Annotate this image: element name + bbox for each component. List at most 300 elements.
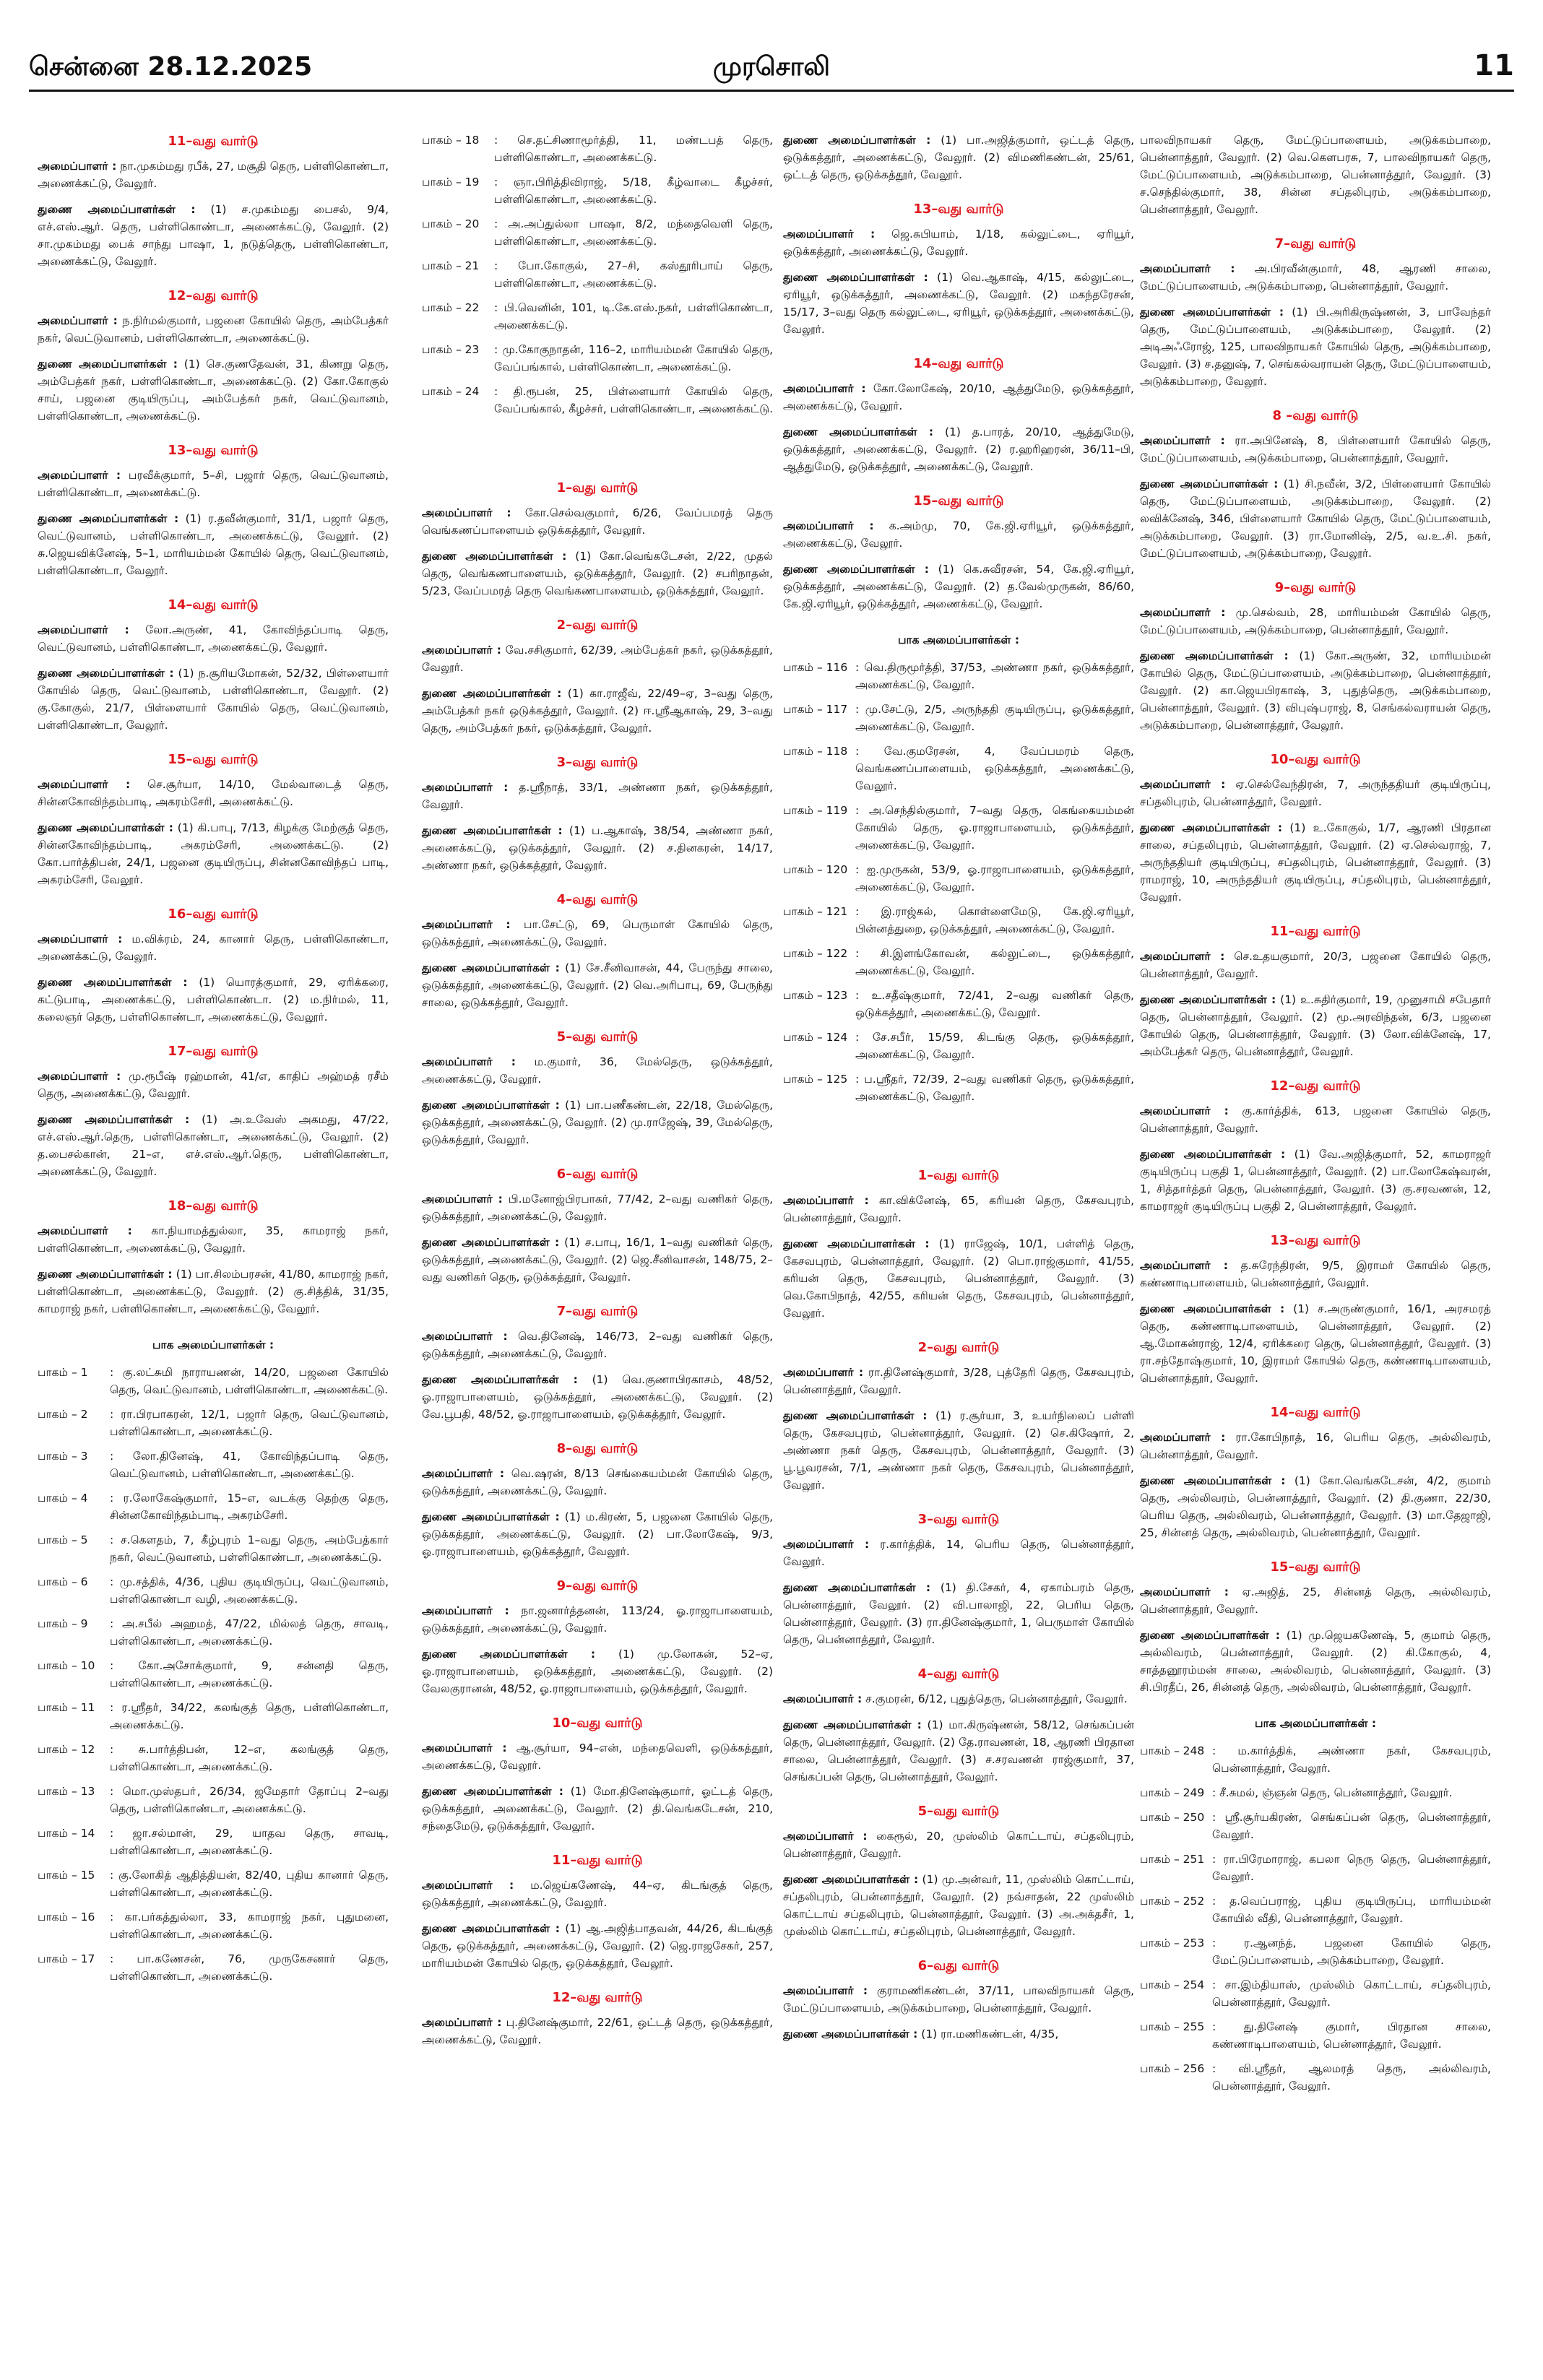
booth-details: : மு.சத்திக், 4/36, புதிய குடியிருப்பு, வெட்டுவானம், பள்ளிகொண்டா வழி, அணைக்கட்டு. <box>110 1575 389 1606</box>
booth-row <box>783 903 1134 938</box>
booth-details: : மொ.முஸ்தபா், 26/34, ஜமேதார் தோப்பு 2–வது தெரு, பள்ளிகொண்டா, அணைக்கட்டு. <box>110 1785 389 1816</box>
entry-label: அமைப்பாளர் : <box>38 777 131 791</box>
entry-paragraph <box>783 1407 1134 1494</box>
entry-text: (1) யொரத்குமார், 29, ஏரிக்கரை, கட்டுபாடி, அணைக்கட்டு, பள்ளிகொண்டா. (2) ம.நிர்மல், 11, கலைஞர் தெரு, பள்ளிகொண்டா, அணைக்கட்டு, வேலூர். <box>38 975 389 1024</box>
entry-label: துணை அமைப்பாளர்கள் : <box>783 1237 930 1251</box>
ward-heading: 5–வது வார்டு <box>917 1804 1000 1819</box>
entry-text: (1) உ.கோகுல், 1/7, ஆரணி பிரதான சாலை, சப்தலிபுரம், பென்னாத்தூர், வேலூர். (2) ஏ.செல்வராஜ், 7, அருந்ததியர் குடியிருப்பு, சப்தலிபுரம், பென்னாத்தூர், வேலூர். (3) ராமராஜ், 10, அருந்ததியர் குடியிருப்பு, சப்தலிபுரம், பென்னாத்தூர், வேலூர். <box>1140 821 1491 904</box>
issue-date: சென்னை 28.12.2025 <box>29 52 313 82</box>
booth-row <box>783 1070 1134 1105</box>
entry-text: லோ.அருண், 41, கோவிந்தப்பாடி தெரு, வெட்டுவானம், பள்ளிகொண்டா, அணைக்கட்டு, வேலூர். <box>38 623 389 654</box>
entry-paragraph <box>1140 1257 1491 1291</box>
booth-row <box>38 1908 389 1943</box>
entry-text: கைரூல், 20, முஸ்லிம் கொட்டாய், சப்தலிபுரம், பென்னாத்தூர், வேலூர். <box>783 1830 1134 1861</box>
entry-text: (1) மு.அன்வர், 11, முஸ்லிம் கொட்டாய், சப்தலிபுரம், பென்னாத்தூர், வேலூர். (2) நவ்சாதன், 22 முஸ்லிம் கொட்டாய் சப்தலிபுரம், பென்னாத்தூர், வேலூர். (3) அ.அக்தசீர், 1, முஸ்லிம் கொட்டாய், சப்தலிபுரம், பென்னாத்தூர், வேலூர். <box>783 1873 1135 1939</box>
entry-text: நா.ஜனார்த்தனன், 113/24, ஓ.ராஜாபாளையம், ஒடுக்கத்தூர், அணைக்கட்டு, வேலூர். <box>422 1604 773 1635</box>
entry-paragraph <box>1140 991 1491 1060</box>
entry-label: துணை அமைப்பாளர்கள் : <box>422 1510 560 1523</box>
entry-text: (1) ச.முகம்மது பைசல், 9/4, எச்.எஸ்.ஆர். தெரு, பள்ளிகொண்டா, அணைக்கட்டு, வேலூர். (2) சா.முகம்மது பைக் சாந்து பாஷா, 1, நடுத்தெரு, பள்ளிகொண்டா, அணைக்கட்டு, வேலூர். <box>38 202 389 268</box>
booth-row <box>783 659 1134 693</box>
ward-heading: 2–வது வார்டு <box>917 1340 1000 1356</box>
booth-row <box>38 1699 389 1734</box>
booth-row <box>38 1866 389 1901</box>
entry-paragraph <box>1140 1102 1491 1137</box>
ward-heading: 11–வது வார்டு <box>168 134 259 149</box>
booth-details: : மு.சேட்டு, 2/5, அருந்ததி குடியிருப்பு, ஒடுக்கத்தூர், அணைக்கட்டு, வேலூர். <box>855 703 1134 734</box>
booth-details: : கா.பர்கத்துல்லா, 33, காமராஜ் நகர், புதுமனை, பள்ளிகொண்டா, அணைக்கட்டு. <box>110 1911 389 1942</box>
entry-text: ஏ.செல்வேந்திரன், 7, அருந்ததியர் குடியிருப்பு, சப்தலிபுரம், பென்னாத்தூர், வேலூர். <box>1140 777 1491 808</box>
booth-row <box>1140 2018 1491 2053</box>
entry-label: அமைப்பாளர் : <box>783 1194 869 1208</box>
entry-paragraph <box>38 467 389 501</box>
ward-heading: 12–வது வார்டு <box>1270 1078 1361 1094</box>
entry-text: (1) பா.சிலம்பரசன், 41/80, காமராஜ் நகர், பள்ளிகொண்டா, அணைக்கட்டு, வேலூர். (2) கு.சித்திக், 31/35, காமராஜ் நகர், பள்ளிகொண்டா, அணைக்கட்டு, வேலூர். <box>38 1267 389 1315</box>
entry-text: செ.சூர்யா, 14/10, மேல்வாடைத் தெரு, சின்னகோவிந்தம்பாடி, அகரம்சேரி, அணைக்கட்டு. <box>38 777 389 808</box>
entry-label: அமைப்பாளர் : <box>783 227 876 241</box>
entry-label: துணை அமைப்பாளர்கள் : <box>422 961 560 975</box>
entry-paragraph <box>783 1716 1134 1786</box>
ward-heading: 3–வது வார்டு <box>917 1512 1000 1528</box>
entry-paragraph <box>38 510 389 579</box>
entry-label: துணை அமைப்பாளர்கள் : <box>1140 821 1283 834</box>
entry-text: (1) சி.நவீன், 3/2, பிள்ளையார் கோயில் தெரு, மேட்டுப்பாளையம், அடுக்கம்பாறை, வேலூர். (2) லவிக்னேஷ், 346, பிள்ளையார் கோயில் தெரு, மேட்டுப்பாளையம், அடுக்கம்பாறை, வேலூர். (3) ரா.மோனிஷ், 2/5, வ.உ.சி. நகர், மேட்டுப்பாளையம், அடுக்கம்பாறை, வேலூர். <box>1140 477 1491 561</box>
entry-paragraph <box>783 423 1134 475</box>
booth-number: பாகம் – 125 <box>783 1073 848 1086</box>
booth-details: : ப.ஸ்ரீதர், 72/39, 2–வது வணிகர் தெரு, ஒடுக்கத்தூர், அணைக்கட்டு, வேலூர். <box>855 1073 1134 1104</box>
booth-number: பாகம் – 16 <box>38 1911 95 1924</box>
booth-number: பாகம் – 117 <box>783 703 848 717</box>
ward-heading: 10–வது வார்டு <box>552 1715 643 1731</box>
ward-heading: 8 –வது வார்டு <box>1272 408 1359 424</box>
entry-paragraph <box>422 1602 773 1637</box>
booth-number: பாகம் – 19 <box>422 176 480 189</box>
ward-heading: 17–வது வார்டு <box>168 1043 259 1059</box>
booth-details: : ர.ஆனந்த், பஜனை கோயில் தெரு, மேட்டுப்பாளையம், அடுக்கம்பாறை, வேலூர். <box>1212 1937 1491 1968</box>
booth-details: : வே.குமரேசன், 4, வேப்பமரம் தெரு, வெங்கணப்பாளையம், ஒடுக்கத்தூர், அணைக்கட்டு, வேலூர். <box>855 745 1134 793</box>
booth-details: : ஐ.முருகன், 53/9, ஓ.ராஜாபாளையம், ஒடுக்கத்தூர், அணைக்கட்டு, வேலூர். <box>855 863 1134 894</box>
entry-paragraph <box>422 1190 773 1225</box>
booth-details: : வெ.திருமூர்த்தி, 37/53, அண்ணா நகர், ஒடுக்கத்தூர், அணைக்கட்டு, வேலூர். <box>855 660 1134 691</box>
ward-heading: 3–வது வார்டு <box>556 755 639 771</box>
entry-label: துணை அமைப்பாளர்கள் : <box>422 1235 560 1249</box>
ward-heading: 1–வது வார்டு <box>917 1168 1000 1184</box>
booth-number: பாகம் – 17 <box>38 1952 95 1966</box>
entry-paragraph <box>1140 131 1491 218</box>
booth-number: பாகம் – 118 <box>783 745 848 758</box>
entry-label: துணை அமைப்பாளர்கள் : <box>422 1372 578 1386</box>
booth-number: பாகம் – 5 <box>38 1533 88 1546</box>
booth-row <box>422 257 773 292</box>
ward-heading: 14–வது வார்டு <box>1270 1405 1361 1421</box>
entry-label: துணை அமைப்பாளர்கள் : <box>783 425 934 438</box>
entry-text: (1) கெ.சுவீரசன், 54, கே.ஜி.ஏரியூர், ஒடுக்கத்தூர், அணைக்கட்டு, வேலூர். (2) த.வேல்முருகன், 86/60, கே.ஜி.ஏரியூர், ஒடுக்கத்தூர், அணைக்கட்டு, வேலூர். <box>783 562 1135 610</box>
booth-row <box>38 1448 389 1482</box>
entry-label: அமைப்பாளர் : <box>422 1055 516 1068</box>
ward-heading: 9–வது வார்டு <box>556 1578 639 1593</box>
ward-heading: 15–வது வார்டு <box>913 493 1004 509</box>
ward-heading: 11–வது வார்டு <box>1270 924 1361 940</box>
booth-details: : சி.இளங்கோவன், கல்லுட்டை, ஒடுக்கத்தூர், அணைக்கட்டு, வேலூர். <box>855 947 1134 978</box>
entry-text: கோ.லோகேஷ், 20/10, ஆத்துமேடு, ஒடுக்கத்தூர், அணைக்கட்டு, வேலூர். <box>783 381 1134 412</box>
entry-label: அமைப்பாளர் : <box>422 781 509 795</box>
entry-text: ரா.கோபிநாத், 16, பெரிய தெரு, அல்லிவரம், பென்னாத்தூர், வேலூர். <box>1140 1430 1492 1461</box>
entry-label: துணை அமைப்பாளர்கள் : <box>422 550 567 563</box>
booth-row <box>783 861 1134 896</box>
booth-row <box>1140 2060 1491 2095</box>
entry-paragraph <box>783 1690 1134 1708</box>
entry-text: (1) கி.பாபு, 7/13, கிழக்கு மேற்குத் தெரு, சின்னகோவிந்தம்பாடி, அகரம்சேரி, அணைக்கட்டு. (2) கோ.பார்த்திபன், 24/1, பஜனை குடியிருப்பு, சின்னகோவிந்தப் பாடி, அகரம்சேரி, வேலூர். <box>38 821 389 886</box>
section-spacer <box>783 1112 1134 1150</box>
booth-details: : ஞா.பிரித்திவிராஜ், 5/18, கீழ்வாடை கீழச்சர், பள்ளிகொண்டா, அணைக்கட்டு. <box>494 176 773 207</box>
booth-details: : ம.கார்த்திக், அண்ணா நகர், கேசவபுரம், பென்னாத்தூர், வேலூர். <box>1212 1744 1491 1775</box>
entry-paragraph <box>38 157 389 192</box>
entry-label: துணை அமைப்பாளர்கள் : <box>783 134 931 147</box>
entry-paragraph <box>38 1222 389 1257</box>
ward-heading: 5–வது வார்டு <box>556 1029 639 1045</box>
entry-label: துணை அமைப்பாளர்கள் : <box>422 1921 560 1935</box>
entry-paragraph <box>783 561 1134 613</box>
page-number: 11 <box>1474 49 1514 82</box>
ward-heading: 13–வது வார்டு <box>168 442 259 458</box>
booth-number: பாகம் – 252 <box>1140 1895 1205 1908</box>
booth-row <box>783 945 1134 979</box>
entry-paragraph <box>422 641 773 676</box>
entry-text: (1) பா.பணீகண்டன், 22/18, மேல்தெரு, ஒடுக்கத்தூர், அணைக்கட்டு, வேலூர். (2) மு.ராஜேஷ், 39, மேல்தெரு, ஒடுக்கத்தூர், வேலூர். <box>422 1099 774 1147</box>
entry-paragraph <box>783 1827 1134 1862</box>
entry-paragraph <box>38 930 389 965</box>
entry-paragraph <box>38 776 389 810</box>
booth-number: பாகம் – 21 <box>422 259 480 273</box>
entry-text: (1) கா.ராஜீவ், 22/49–ஏ, 3–வது தெரு, அம்பேத்கர் நகர் ஒடுக்கத்தூர், வேலூர். (2) ஈ.ஸ்ரீஆகாஷ், 29, 3–வது தெரு, அம்பேத்கர் நகர், ஒடுக்கத்தூர், வேலூர். <box>422 687 773 735</box>
entry-text: கு.கார்த்திக், 613, பஜனை கோயில் தெரு, பென்னாத்தூர், வேலூர். <box>1140 1104 1491 1135</box>
booth-details: : ர.லோகேஷ்குமார், 15–எ, வடக்கு தெற்கு தெரு, சின்னகோவிந்தம்பாடி, அகரம்சேரி. <box>110 1491 389 1522</box>
entry-paragraph <box>783 131 1134 183</box>
entry-paragraph <box>783 1364 1134 1398</box>
entry-paragraph <box>422 1465 773 1500</box>
entry-paragraph <box>422 1645 773 1697</box>
ward-heading: 7–வது வார்டு <box>1274 236 1357 252</box>
entry-paragraph <box>783 1871 1134 1940</box>
entry-label: துணை அமைப்பாளர்கள் : <box>783 270 928 284</box>
entry-text: கா.விக்னேஷ், 65, கரியன் தெரு, கேசவபுரம், பென்னாத்தூர், வேலூர். <box>783 1194 1135 1225</box>
entry-text: (1) அ.உவேஸ் அகமது, 47/22, எச்.எஸ்.ஆர்.தெரு, பள்ளிகொண்டா, அணைக்கட்டு, வேலூர். (2) த.பைசல்கான், 21–எ, எச்.எஸ்.ஆர்.தெரு, பள்ளிகொண்டா, அணைக்கட்டு, வேலூர். <box>38 1112 389 1178</box>
booth-row <box>783 701 1134 735</box>
entry-paragraph <box>38 312 389 347</box>
booth-number: பாகம் – 15 <box>38 1869 95 1882</box>
entry-paragraph <box>1140 303 1491 390</box>
entry-label: துணை அமைப்பாளர்கள் : <box>422 824 563 838</box>
entry-paragraph <box>38 1068 389 1102</box>
entry-label: அமைப்பாளர் : <box>783 1830 868 1843</box>
booth-row <box>783 743 1134 795</box>
entry-label: துணை அமைப்பாளர்கள் : <box>783 2028 918 2041</box>
entry-paragraph <box>1140 1146 1491 1215</box>
entry-paragraph <box>422 1328 773 1362</box>
booth-row <box>422 341 773 376</box>
entry-label: அமைப்பாளர் : <box>422 2015 502 2029</box>
entry-label: அமைப்பாளர் : <box>422 1329 508 1343</box>
entry-paragraph <box>422 1234 773 1286</box>
booth-details: : போ.கோகுல், 27–சி, கஸ்தூரிபாய் தெரு, பள்ளிகொண்டா, அணைக்கட்டு. <box>494 259 773 290</box>
ward-heading: 12–வது வார்டு <box>168 287 259 303</box>
entry-text: (1) பி.அரிகிருஷ்ணன், 3, பாவேந்தர் தெரு, மேட்டுப்பாளையம், அடுக்கம்பாறை, வேலூர். (2) அடிஅஃரோஜ், 125, பாலவிநாயகர் கோயில் தெரு, அடுக்கம்பாறை, வேலூர். (3) ச.தனுஷ், 7, செங்கல்வராயன் தெரு, மேட்டுப்பாளையம், அடுக்கம்பாறை, வேலூர். <box>1140 306 1491 389</box>
entry-label: துணை அமைப்பாளர்கள் : <box>38 975 188 989</box>
booth-row <box>38 1531 389 1566</box>
entry-paragraph <box>783 225 1134 260</box>
entry-label: அமைப்பாளர் : <box>38 1069 121 1083</box>
ward-heading: 2–வது வார்டு <box>556 618 639 633</box>
booth-row <box>38 1783 389 1817</box>
entry-text: வெ.ஷரன், 8/13 செங்கையம்மன் கோயில் தெரு, ஒடுக்கத்தூர், அணைக்கட்டு, வேலூர். <box>422 1466 773 1497</box>
booth-number: பாகம் – 255 <box>1140 2020 1205 2034</box>
entry-paragraph <box>38 819 389 888</box>
entry-text: (1) வெ.ஆகாஷ், 4/15, கல்லுட்டை, ஏரியூர், ஒடுக்கத்தூர், அணைக்கட்டு, வேலூர். (2) மகந்தரேசன், 15/17, 3–வது தெரு கல்லுட்டை, ஏரியூர், ஒடுக்கத்தூர், அணைக்கட்டு, வேலூர். <box>783 270 1134 337</box>
entry-text: ர.கார்த்திக், 14, பெரிய தெரு, பென்னாத்தூர், வேலூர். <box>783 1538 1134 1569</box>
section-heading: பாக அமைப்பாளர்கள் : <box>152 1338 275 1351</box>
entry-paragraph <box>422 959 773 1011</box>
ward-heading: 10–வது வார்டு <box>1270 752 1361 768</box>
entry-paragraph <box>422 1739 773 1774</box>
entry-paragraph <box>38 621 389 656</box>
booth-row <box>38 1657 389 1692</box>
booth-details: : கோ.அசோக்குமார், 9, சன்னதி தெரு, பள்ளிகொண்டா, அணைக்கட்டு. <box>110 1659 389 1690</box>
entry-text: (1) ஆ.அஜித்பாதவன், 44/26, கிடங்குத் தெரு, ஒடுக்கத்தூர், அணைக்கட்டு, வேலூர். (2) ஜெ.ராஜசேகர், 257, மாரியம்மன் கோயில் தெரு, ஒடுக்கத்தூர், வேலூர். <box>422 1921 773 1970</box>
entry-text: பாலவிநாயகர் தெரு, மேட்டுப்பாளையம், அடுக்கம்பாறை, பென்னாத்தூர், வேலூர். (2) வெ.கௌபரசு, 7, பாலவிநாயகர் தெரு, மேட்டுப்பாளையம், அடுக்கம்பாறை, பென்னாத்தூர், வேலூர். (3) ச.செந்தில்குமார், 38, சின்ன சப்தலிபுரம், அடுக்கம்பாறை, பென்னாத்தூர், வேலூர். <box>1140 134 1491 217</box>
entry-label: அமைப்பாளர் : <box>422 918 511 932</box>
entry-label: அமைப்பாளர் : <box>783 1692 863 1706</box>
booth-row <box>422 131 773 166</box>
entry-text: குராமணிகண்டன், 37/11, பாலவிநாயகர் தெரு, மேட்டுப்பாளையம், அடுக்கம்பாறை, பென்னாத்தூர், வேலூர். <box>783 1984 1134 2015</box>
booth-row <box>783 802 1134 854</box>
entry-label: துணை அமைப்பாளர்கள் : <box>422 1099 560 1112</box>
entry-text: (1) ராஜேஷ், 10/1, பள்ளித் தெரு, கேசவபுரம், பென்னாத்தூர், வேலூர். (2) பொ.ராஜ்குமார், 41/55, கரியன் தெரு, கேசவபுரம், பென்னாத்தூர், வேலூர். (3) வெ.கோபிநாத், 42/55, கரியன் தெரு, கேசவபுரம், பென்னாத்தூர், வேலூர். <box>783 1237 1134 1320</box>
entry-text: (1) ச.பாபு, 16/1, 1–வது வணிகர் தெரு, ஒடுக்கத்தூர், அணைக்கட்டு, வேலூர். (2) ஜெ.சீனிவாசன், 148/75, 2–வது வணிகர் தெரு, ஒடுக்கத்தூர், வேலூர். <box>422 1235 773 1284</box>
booth-details: : ர.ஸ்ரீதர், 34/22, கலங்குத் தெரு, பள்ளிகொண்டா, அணைக்கட்டு. <box>110 1701 389 1732</box>
header-rule <box>29 90 1514 92</box>
column-4 <box>1140 131 1491 2102</box>
entry-paragraph <box>1140 475 1491 562</box>
entry-label: துணை அமைப்பாளர்கள் : <box>38 511 179 525</box>
entry-text: வெ.தினேஷ், 146/73, 2–வது வணிகர் தெரு, ஒடுக்கத்தூர், அணைக்கட்டு, வேலூர். <box>422 1329 773 1360</box>
entry-text: (1) ர.தவீன்குமார், 31/1, பஜார் தெரு, வெட்டுவானம், பள்ளிகொண்டா, அணைக்கட்டு, வேலூர். (2) சு.ஜெயவிக்னேஷ், 5–1, மாரியம்மன் கோயில் தெரு, வெட்டுவானம், பள்ளிகொண்டா, வேலூர். <box>38 511 389 577</box>
entry-text: ம.ஜெய்கணேஷ், 44–ஏ, கிடங்குத் தெரு, ஒடுக்கத்தூர், அணைக்கட்டு, வேலூர். <box>422 1878 773 1909</box>
booth-number: பாகம் – 13 <box>38 1785 95 1799</box>
booth-number: பாகம் – 22 <box>422 301 480 315</box>
entry-text: (1) கோ.வெங்கடேசன், 2/22, முதல் தெரு, வெங்கணபாளையம், ஒடுக்கத்தூர், வேலூர். (2) சபரிநாதன், 5/23, வேப்பமரத் தெரு வெங்கணபாளையம், ஒடுக்கத்தூர், வேலூர். <box>422 550 773 598</box>
booth-details: : அ.சபீல் அஹமத், 47/22, மில்லத் தெரு, சாவடி, பள்ளிகொண்டா, அணைக்கட்டு. <box>110 1617 389 1648</box>
entry-label: அமைப்பாளர் : <box>1140 261 1235 275</box>
column-2 <box>422 131 773 2057</box>
entry-text: (1) ச.அருண்குமார், 16/1, அரசமரத் தெரு, கண்ணாடிபாளையம், பென்னாத்தூர், வேலூர். (2) ஆ.மோகன்ராஜ், 12/4, ஏரிக்கரை தெரு, பென்னாத்தூர், வேலூர். (3) ரா.சந்தோஷ்குமார், 10, இராமர் கோயில் தெரு, கண்ணாடிபாளையம், பென்னாத்தூர், வேலூர். <box>1140 1302 1491 1385</box>
section-heading: பாக அமைப்பாளர்கள் : <box>1254 1717 1377 1731</box>
entry-text: ரா.தினேஷ்குமார், 3/28, புத்தேரி தெரு, கேசவபுரம், பென்னாத்தூர், வேலூர். <box>783 1366 1134 1397</box>
booth-row <box>1140 1892 1491 1927</box>
entry-label: துணை அமைப்பாளர்கள் : <box>422 1647 596 1661</box>
ward-heading: 8–வது வார்டு <box>556 1441 639 1456</box>
entry-paragraph <box>783 1235 1134 1322</box>
entry-text: (1) ம.கிரண், 5, பஜனை கோயில் தெரு, ஒடுக்கத்தூர், அணைக்கட்டு, வேலூர். (2) பா.லோகேஷ், 9/3, ஓ.ராஜாபாளையம், ஒடுக்கத்தூர், வேலூர். <box>422 1510 773 1558</box>
entry-text: (1) மோ.தினேஷ்குமார், ஓட்டத் தெரு, ஒடுக்கத்தூர், அணைக்கட்டு, வேலூர். (2) தி.வெங்கடேசன், 210, சந்தைமேடு, ஒடுக்கத்தூர், வேலூர். <box>422 1784 773 1832</box>
booth-details: : கு.லோகித் ஆதித்தியன், 82/40, புதிய கானார் தெரு, பள்ளிகொண்டா, அணைக்கட்டு. <box>110 1869 389 1900</box>
entry-label: துணை அமைப்பாளர்கள் : <box>38 357 178 371</box>
entry-label: அமைப்பாளர் : <box>422 1466 505 1480</box>
newspaper-name: முரசொலி <box>713 52 830 82</box>
booth-details: : செ.தட்சிணாமூர்த்தி, 11, மண்டபத் தெரு, பள்ளிகொண்டா, அணைக்கட்டு. <box>494 134 773 165</box>
entry-label: துணை அமைப்பாளர்கள் : <box>1140 649 1289 662</box>
entry-text: செ.உதயகுமார், 20/3, பஜனை கோயில் தெரு, பென்னாத்தூர், வேலூர். <box>1140 949 1492 980</box>
booth-number: பாகம் – 248 <box>1140 1744 1205 1758</box>
entry-paragraph <box>422 1920 773 1972</box>
entry-text: (1) தி.சேகர், 4, ஏகாம்பரம் தெரு, பென்னாத்தூர், வேலூர். (2) வி.பாலாஜி, 22, பெரிய தெரு, பென்னாத்தூர், வேலூர். (3) ரா.தினேஷ்குமார், 1, பெருமாள் கோயில் தெரு, பென்னாத்தூர், வேலூர். <box>783 1581 1134 1647</box>
booth-row <box>1140 1742 1491 1777</box>
entry-label: அமைப்பாளர் : <box>422 1192 503 1206</box>
booth-row <box>422 215 773 250</box>
ward-heading: 14–வது வார்டு <box>168 597 259 613</box>
booth-details: : சா.இம்தியாஸ், முஸ்லிம் கொட்டாய், சப்தலிபுரம், பென்னாத்தூர், வேலூர். <box>1212 1978 1491 2009</box>
entry-text: பா.சேட்டு, 69, பெருமாள் கோயில் தெரு, ஒடுக்கத்தூர், அணைக்கட்டு, வேலூர். <box>422 918 774 949</box>
entry-text: க.அம்மு, 70, கே.ஜி.ஏரியூர், ஒடுக்கத்தூர், அணைக்கட்டு, வேலூர். <box>783 519 1134 550</box>
booth-number: பாகம் – 254 <box>1140 1978 1205 1992</box>
entry-label: துணை அமைப்பாளர்கள் : <box>422 1784 563 1798</box>
entry-text: அ.பிரவீன்குமார், 48, ஆரணி சாலை, மேட்டுப்பாளையம், அடுக்கம்பாறை, பென்னாத்தூர், வேலூர். <box>1140 261 1491 293</box>
entry-text: (1) வே.அஜித்குமார், 52, காமராஜர் குடியிருப்பு பகுதி 1, பென்னாத்தூர், வேலூர். (2) பா.லோகேஷ்வரன், 1, சித்தார்த்தர் தெரு, பென்னாத்தூர், வேலூர். (3) கு.சரவணன், 12, காமராஜர் குடியிருப்பு பகுதி 2, பென்னாத்தூர், வேலூர். <box>1140 1147 1492 1213</box>
masthead <box>0 0 1543 82</box>
booth-details: : பி.வெனின், 101, டி.கே.எஸ்.நகர், பள்ளிகொண்டா, அணைக்கட்டு. <box>494 301 773 332</box>
booth-row <box>38 1489 389 1524</box>
ward-heading: 4–வது வார்டு <box>917 1666 1000 1682</box>
entry-label: துணை அமைப்பாளர்கள் : <box>422 687 562 701</box>
entry-label: துணை அமைப்பாளர்கள் : <box>38 202 196 216</box>
section-spacer <box>422 425 773 462</box>
entry-label: அமைப்பாளர் : <box>38 932 123 945</box>
entry-label: அமைப்பாளர் : <box>422 644 501 657</box>
booth-details: : ச.கௌதம், 7, கீழ்புரம் 1–வது தெரு, அம்பேத்கார் நகர், வெட்டுவானம், பள்ளிகொண்டா, அணைக்கட்டு. <box>110 1533 389 1564</box>
booth-row <box>783 987 1134 1021</box>
booth-row <box>38 1741 389 1775</box>
booth-row <box>38 1364 389 1398</box>
entry-label: அமைப்பாளர் : <box>422 1741 507 1754</box>
entry-label: அமைப்பாளர் : <box>1140 1104 1229 1117</box>
booth-details: : சீ.சுமல், ஞ்ஞன் தெரு, பென்னாத்தூர், வேலூர். <box>1212 1786 1453 1800</box>
entry-text: ச.குமரன், 6/12, புதுத்தெரு, பென்னாத்தூர், வேலூர். <box>862 1692 1128 1706</box>
entry-text: பரவீக்குமார், 5–சி, பஜார் தெரு, வெட்டுவானம், பள்ளிகொண்டா, அணைக்கட்டு. <box>38 468 389 499</box>
entry-text: பி.மனோஜ்பிரபாகர், 77/42, 2–வது வணிகர் தெரு, ஒடுக்கத்தூர், அணைக்கட்டு, வேலூர். <box>422 1192 773 1223</box>
entry-label: அமைப்பாளர் : <box>783 1984 868 1998</box>
booth-row <box>422 299 773 334</box>
entry-label: அமைப்பாளர் : <box>1140 605 1226 619</box>
entry-label: அமைப்பாளர் : <box>1140 777 1226 791</box>
entry-text: (1) ந.சூரியமோகன், 52/32, பிள்ளையார் கோயில் தெரு, வெட்டுவானம், பள்ளிகொண்டா, வேலூர். (2) கு.கோகுல், 21/7, பிள்ளையார் கோயில் தெரு, வெட்டுவானம், பள்ளிகொண்டா, வேலூர். <box>38 666 389 732</box>
entry-paragraph <box>38 1111 389 1180</box>
entry-text: (1) மு.லோகன், 52–ஏ, ஓ.ராஜாபாளையம், ஒடுக்கத்தூர், அணைக்கட்டு, வேலூர். (2) வேலகுரானன், 48/52, ஓ.ராஜாபாளையம், ஒடுக்கத்தூர், வேலூர். <box>422 1647 774 1695</box>
booth-details: : பா.கணேசன், 76, முருகேசனார் தெரு, பள்ளிகொண்டா, அணைக்கட்டு. <box>110 1952 389 1983</box>
booth-number: பாகம் – 253 <box>1140 1937 1205 1950</box>
section-heading: பாக அமைப்பாளர்கள் : <box>897 633 1020 646</box>
booth-number: பாகம் – 1 <box>38 1365 88 1379</box>
entry-paragraph <box>422 822 773 874</box>
entry-text: ரா.அபினேஷ், 8, பிள்ளையார் கோயில் தெரு, மேட்டுப்பாளையம், அடுக்கம்பாறை, பென்னாத்தூர், வேலூர். <box>1140 433 1492 464</box>
booth-number: பாகம் – 9 <box>38 1617 88 1631</box>
booth-number: பாகம் – 10 <box>38 1659 95 1673</box>
ward-heading: 16–வது வார்டு <box>168 906 259 922</box>
entry-paragraph <box>1140 432 1491 467</box>
column-3 <box>783 131 1134 2051</box>
entry-text: (1) ர.சூர்யா, 3, உயர்நிலைப் பள்ளி தெரு, கேசவபுரம், பென்னாத்தூர், வேலூர். (2) செ.கிஷோர், 2, அண்ணா நகர் தெரு, கேசவபுரம், பென்னாத்தூர், வேலூர். (3) பூ.பூவரசன், 7/1, அண்ணா நகர் தெரு, கேசவபுரம், பென்னாத்தூர், வேலூர். <box>783 1409 1134 1492</box>
entry-paragraph <box>783 1192 1134 1226</box>
entry-text: மு.ரூபீஷ் ரஹ்மான், 41/எ, காதிப் அஹ்மத் ரசீம் தெரு, அணைக்கட்டு, வேலூர். <box>38 1069 389 1100</box>
booth-row <box>38 1573 389 1608</box>
entry-text: ம.குமார், 36, மேல்தெரு, ஒடுக்கத்தூர், அணைக்கட்டு, வேலூர். <box>422 1055 773 1086</box>
entry-paragraph <box>1140 819 1491 906</box>
booth-number: பாகம் – 122 <box>783 947 848 961</box>
booth-number: பாகம் – 249 <box>1140 1786 1205 1800</box>
entry-label: துணை அமைப்பாளர்கள் : <box>38 821 174 834</box>
entry-label: துணை அமைப்பாளர்கள் : <box>38 1267 173 1281</box>
entry-text: ம.விக்ரம், 24, கானார் தெரு, பள்ளிகொண்டா, அணைக்கட்டு, வேலூர். <box>38 932 389 963</box>
booth-number: பாகம் – 23 <box>422 343 480 357</box>
booth-row <box>1140 1934 1491 1969</box>
entry-label: துணை அமைப்பாளர்கள் : <box>1140 1302 1285 1315</box>
entry-paragraph <box>1140 948 1491 982</box>
booth-details: : அ.செந்தில்குமார், 7–வது தெரு, கெங்கையம்மன் கோயில் தெரு, ஓ.ராஜாபாளையம், ஒடுக்கத்தூர், அணைக்கட்டு, வேலூர். <box>855 804 1134 852</box>
entry-label: அமைப்பாளர் : <box>1140 1430 1226 1444</box>
entry-paragraph <box>783 380 1134 415</box>
booth-row <box>38 1825 389 1859</box>
booth-details: : அ.அப்துல்லா பாஷா, 8/2, மந்தைவெளி தெரு, பள்ளிகொண்டா, அணைக்கட்டு. <box>494 217 773 248</box>
booth-details: : கு.லட்சுமி நாராயணன், 14/20, பஜனை கோயில் தெரு, வெட்டுவானம், பள்ளிகொண்டா, அணைக்கட்டு. <box>110 1365 389 1396</box>
entry-label: அமைப்பாளர் : <box>422 506 511 520</box>
booth-number: பாகம் – 123 <box>783 989 848 1003</box>
entry-label: அமைப்பாளர் : <box>38 623 129 636</box>
entry-paragraph <box>783 1536 1134 1570</box>
booth-row <box>38 1950 389 1985</box>
entry-paragraph <box>38 355 389 425</box>
entry-label: துணை அமைப்பாளர்கள் : <box>1140 993 1276 1006</box>
booth-details: : ரா.பிரேமாராஜ், கபலா நெரு தெரு, பென்னாத்தூர், வேலூர். <box>1212 1853 1491 1884</box>
entry-text: (1) கோ.அருண், 32, மாரியம்மன் கோயில் தெரு, மேட்டுப்பாளையம், அடுக்கம்பாறை, பென்னாத்தூர், வேலூர். (2) கா.ஜெயபிரகாஷ், 3, புதுத்தெரு, அடுக்கம்பாறை, பென்னாத்தூர், வேலூர். (3) விபுஷ்பராஜ், 8, செங்கல்வராயன் தெரு, அடுக்கம்பாறை, பென்னாத்தூர், வேலூர். <box>1140 649 1491 732</box>
ward-heading: 9–வது வார்டு <box>1274 580 1357 596</box>
entry-label: அமைப்பாளர் : <box>38 159 117 173</box>
ward-heading: 13–வது வார்டு <box>913 202 1004 217</box>
entry-text: (1) வெ.குணாபிரகாசம், 48/52, ஓ.ராஜாபாளையம், ஒடுக்கத்தூர், அணைக்கட்டு, வேலூர். (2) வே.பூபதி, 48/52, ஓ.ராஜாபாளையம், ஒடுக்கத்தூர், வேலூர். <box>422 1372 773 1421</box>
entry-text: (1) ரா.மணிகண்டன், 4/35, <box>917 2028 1059 2041</box>
ward-heading: 12–வது வார்டு <box>552 1989 643 2005</box>
entry-label: அமைப்பாளர் : <box>783 1538 870 1552</box>
entry-text: நா.முகம்மது ரபீக், 27, மசூதி தெரு, பள்ளிகொண்டா, அணைக்கட்டு, வேலூர். <box>38 159 389 190</box>
entry-label: அமைப்பாளர் : <box>783 1366 864 1380</box>
entry-text: த.சுரேந்திரன், 9/5, இராமர் கோயில் தெரு, கண்ணாடிபாளையம், பென்னாத்தூர், வேலூர். <box>1140 1258 1491 1289</box>
entry-paragraph <box>422 2014 773 2048</box>
column-1 <box>38 131 389 1992</box>
booth-row <box>422 383 773 417</box>
booth-number: பாகம் – 124 <box>783 1031 848 1044</box>
entry-text: (1) உ.சுதிர்குமார், 19, முனுசாமி சபேதார் தெரு, பென்னாத்தூர், வேலூர். (2) மூ.அரவிந்தன், 6/3, பஜனை கோயில் தெரு, பென்னாத்தூர், வேலூர். (3) லோ.விக்னேஷ், 17, அம்பேத்கர் தெரு, பென்னாத்தூர், வேலூர். <box>1140 993 1492 1059</box>
entry-label: அமைப்பாளர் : <box>38 468 121 482</box>
booth-row <box>783 1029 1134 1063</box>
entry-label: அமைப்பாளர் : <box>783 519 874 532</box>
entry-text: (1) மு.ஜெயகணேஷ், 5, குமாம் தெரு, அல்லிவரம், பென்னாத்தூர், வேலூர். (2) கி.கோகுல், 4, சாத்தனூரம்மன் சாலை, அல்லிவரம், பென்னாத்தூர், வேலூர். (3) சி.பிரதீப், 26, சின்னத் தெரு, அல்லிவரம், பென்னாத்தூர், வேலூர். <box>1140 1628 1491 1694</box>
ward-heading: 6–வது வார்டு <box>556 1167 639 1182</box>
entry-paragraph <box>38 1265 389 1317</box>
booth-number: பாகம் – 120 <box>783 863 848 877</box>
booth-number: பாகம் – 251 <box>1140 1853 1205 1866</box>
entry-paragraph <box>38 201 389 270</box>
entry-label: அமைப்பாளர் : <box>783 381 866 395</box>
booth-row <box>422 173 773 208</box>
entry-label: அமைப்பாளர் : <box>38 1224 132 1237</box>
ward-heading: 11–வது வார்டு <box>552 1852 643 1868</box>
entry-text: ந.நிர்மல்குமார், பஜனை கோயில் தெரு, அம்பேத்கர் நகர், வெட்டுவானம், பள்ளிகொண்டா, அணைக்கட்டு. <box>38 313 389 345</box>
